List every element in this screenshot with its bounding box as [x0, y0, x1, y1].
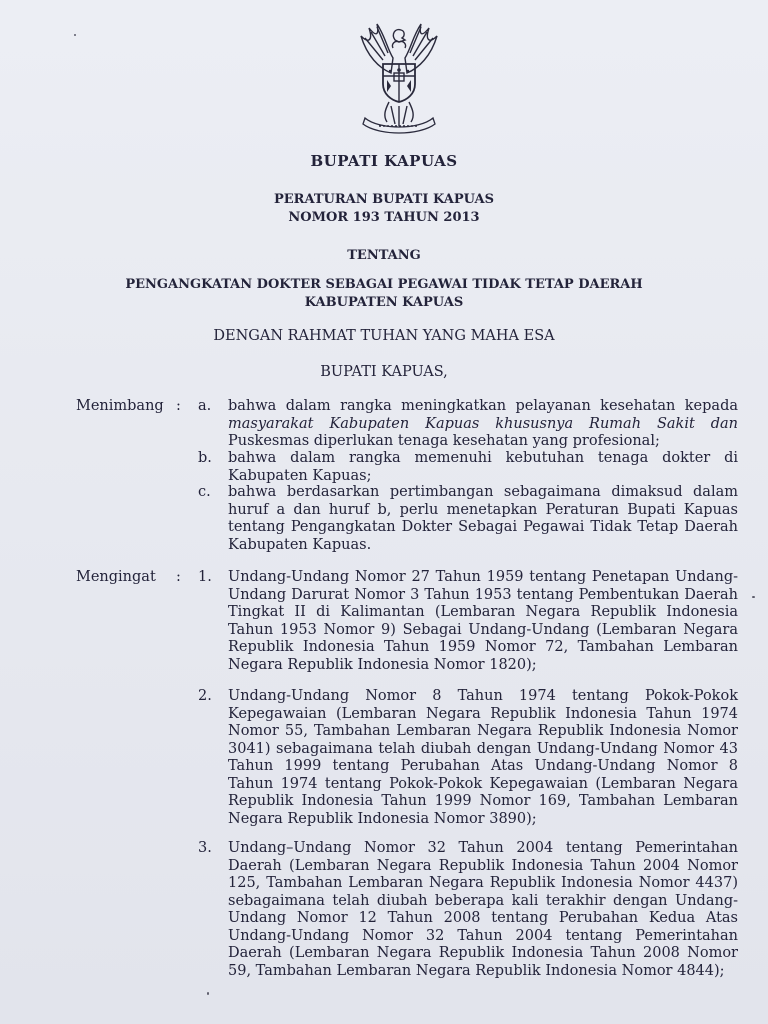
mengingat-colon: :	[176, 569, 181, 585]
garuda-emblem-icon	[339, 18, 459, 140]
item-text-italic: masyarakat Kabupaten Kapuas khususnya Rumah Sakit dan	[228, 415, 738, 432]
regulation-type: PERATURAN BUPATI KAPUAS	[273, 192, 495, 207]
item-mark: b.	[198, 450, 212, 466]
menimbang-item-c	[198, 484, 738, 554]
regulation-heading	[0, 191, 768, 227]
mengingat-item-1	[198, 569, 738, 674]
bupati-line: BUPATI KAPUAS,	[320, 364, 448, 380]
menimbang-item-a	[198, 398, 738, 451]
item-text-part: bahwa dalam rangka meningkatkan pelayanan kesehatan kepada	[228, 398, 738, 414]
item-mark: a.	[198, 398, 212, 414]
item-text: Undang-Undang Nomor 27 Tahun 1959 tentang Penetapan Undang-Undang Darurat Nomor 3 Tahun 1953 tentang Pembentukan Daerah Tingkat II di Kalimantan (Lembaran Negara Republik Indonesia Tahun 1953 Nomor 9) Sebagai Undang-Undang (Lembaran Negara Republik Indonesia Tahun 1959 Nomor 72, Tambahan Lembaran Negara Republik Indonesia Nomor 1820);	[228, 569, 738, 673]
rahmat-line: DENGAN RAHMAT TUHAN YANG MAHA ESA	[213, 328, 555, 344]
mengingat-label: Mengingat	[76, 569, 156, 585]
menimbang-colon: :	[176, 398, 181, 414]
item-text: bahwa dalam rangka memenuhi kebutuhan tenaga dokter di Kabupaten Kapuas;	[228, 450, 738, 484]
mengingat-item-3	[198, 840, 738, 980]
item-text	[228, 398, 738, 451]
subject-line-2: KABUPATEN KAPUAS	[304, 295, 464, 310]
item-text: Undang-Undang Nomor 8 Tahun 1974 tentang Pokok-Pokok Kepegawaian (Lembaran Negara Republik Indonesia Tahun 1974 Nomor 55, Tambahan Lembaran Negara Republik Indonesia Nomor 3041) sebagaimana telah diubah dengan Undang-Undang Nomor 43 Tahun 1999 tentang Perubahan Atas Undang-Undang Nomor 8 Tahun 1974 tentang Pokok-Pokok Kepegawaian (Lembaran Negara Republik Indonesia Tahun 1999 Nomor 169, Tambahan Lembaran Negara Republik Indonesia Nomor 3890);	[228, 688, 738, 827]
regulation-subject	[0, 276, 768, 312]
item-mark: 1.	[198, 569, 212, 585]
regulation-number: NOMOR 193 TAHUN 2013	[288, 210, 480, 225]
tentang-heading: TENTANG	[347, 248, 421, 263]
issuer-title: BUPATI KAPUAS	[310, 152, 458, 170]
item-text: bahwa berdasarkan pertimbangan sebagaimana dimaksud dalam huruf a dan huruf b, perlu menetapkan Peraturan Bupati Kapuas tentang Pengangkatan Dokter Sebagai Pegawai Tidak Tetap Daerah Kabupaten Kapuas.	[228, 484, 738, 553]
item-mark: 2.	[198, 688, 212, 704]
mengingat-item-2	[198, 688, 738, 828]
menimbang-label: Menimbang	[76, 398, 164, 414]
item-text: Undang–Undang Nomor 32 Tahun 2004 tentang Pemerintahan Daerah (Lembaran Negara Republik Indonesia Tahun 2004 Nomor 125, Tambahan Lembaran Negara Republik Indonesia Nomor 4437) sebagaimana telah diubah beberapa kali terakhir dengan Undang-Undang Nomor 12 Tahun 2008 tentang Perubahan Kedua Atas Undang-Undang Nomor 32 Tahun 2004 tentang Pemerintahan Daerah (Lembaran Negara Republik Indonesia Tahun 2008 Nomor 59, Tambahan Lembaran Negara Republik Indonesia Nomor 4844);	[228, 840, 738, 979]
item-mark: 3.	[198, 840, 212, 856]
item-text-part: Puskesmas diperlukan tenaga kesehatan yang profesional;	[228, 433, 660, 449]
scan-speck	[207, 992, 209, 995]
subject-line-1: PENGANGKATAN DOKTER SEBAGAI PEGAWAI TIDAK TETAP DAERAH	[125, 277, 643, 292]
scan-speck	[74, 34, 76, 36]
scan-speck	[752, 596, 755, 598]
item-mark: c.	[198, 484, 211, 500]
menimbang-item-b	[198, 450, 738, 485]
